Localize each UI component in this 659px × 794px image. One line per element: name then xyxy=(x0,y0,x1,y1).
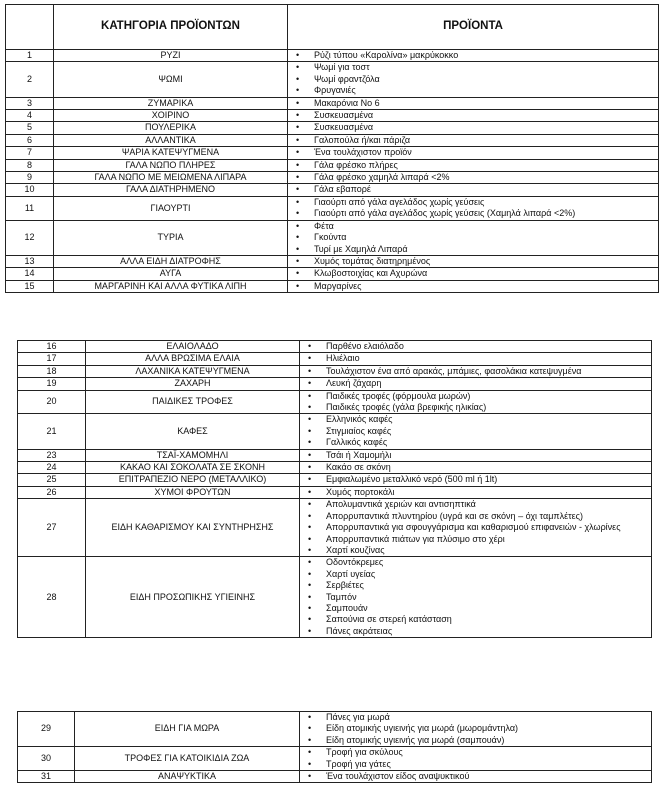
row-category: ΚΑΦΕΣ xyxy=(86,414,300,449)
row-category: ΧΥΜΟΙ ΦΡΟΥΤΩΝ xyxy=(86,486,300,498)
row-category: ΑΥΓΑ xyxy=(54,268,288,280)
product-list xyxy=(306,414,651,448)
row-number: 15 xyxy=(6,280,54,292)
product-list xyxy=(306,378,651,389)
row-products xyxy=(300,365,652,377)
product-item: • Είδη ατομικής υγιεινής για μωρά (σαμπουάν) xyxy=(306,735,651,746)
row-products xyxy=(300,378,652,390)
row-category: ΖΥΜΑΡΙΚΑ xyxy=(54,97,288,109)
table-row xyxy=(6,97,659,109)
product-item: • Οδοντόκρεμες xyxy=(306,557,651,568)
product-list xyxy=(306,474,651,485)
row-number: 11 xyxy=(6,196,54,220)
header-products: ΠΡΟΪΟΝΤΑ xyxy=(288,5,659,50)
table-row xyxy=(6,50,659,62)
row-products xyxy=(288,122,659,134)
row-number: 24 xyxy=(18,462,86,474)
product-item: • Εμφιαλωμένο μεταλλικό νερό (500 ml ή 1lt) xyxy=(306,474,651,485)
row-category: ΜΑΡΓΑΡΙΝΗ ΚΑΙ ΑΛΛΑ ΦΥΤΙΚΑ ΛΙΠΗ xyxy=(54,280,288,292)
row-number: 5 xyxy=(6,122,54,134)
row-number: 17 xyxy=(18,353,86,365)
product-item: • Σερβιέτες xyxy=(306,580,651,591)
row-category: ΤΥΡΙΑ xyxy=(54,220,288,255)
row-category: ΛΑΧΑΝΙΚΑ ΚΑΤΕΨΥΓΜΕΝΑ xyxy=(86,365,300,377)
product-list xyxy=(306,353,651,364)
row-number: 18 xyxy=(18,365,86,377)
product-item: • Ρύζι τύπου «Καρολίνα» μακρύκοκκο xyxy=(294,50,658,61)
product-item: • Γιαούρτι από γάλα αγελάδος χωρίς γεύσεις xyxy=(294,197,658,208)
row-category: ΤΣΑΪ-ΧΑΜΟΜΗΛΙ xyxy=(86,449,300,461)
product-list xyxy=(294,268,658,279)
product-list xyxy=(306,747,651,770)
row-number: 14 xyxy=(6,268,54,280)
product-item: • Ψωμί για τοστ xyxy=(294,62,658,73)
product-list xyxy=(294,110,658,121)
row-number: 21 xyxy=(18,414,86,449)
product-item: • Γιαούρτι από γάλα αγελάδος χωρίς γεύσεις (Χαμηλά λιπαρά <2%) xyxy=(294,208,658,219)
row-category: ΓΑΛΑ ΝΩΠΟ ΠΛΗΡΕΣ xyxy=(54,159,288,171)
products-table-3 xyxy=(17,711,652,783)
product-item: • Πάνες ακράτειας xyxy=(306,626,651,637)
row-products xyxy=(300,353,652,365)
product-list xyxy=(294,50,658,61)
header-num xyxy=(6,5,54,50)
row-number: 4 xyxy=(6,110,54,122)
products-table-2 xyxy=(17,340,652,638)
table-row xyxy=(18,462,652,474)
row-products xyxy=(300,747,652,771)
row-number: 6 xyxy=(6,134,54,146)
row-products xyxy=(288,172,659,184)
row-category: ΕΛΑΙΟΛΑΔΟ xyxy=(86,341,300,353)
product-item: • Παρθένο ελαιόλαδο xyxy=(306,341,651,352)
product-item: • Τροφή για γάτες xyxy=(306,759,651,770)
product-item: • Απορρυπαντικά πλυντηρίου (υγρά και σε σκόνη – όχι ταμπλέτες) xyxy=(306,511,651,522)
product-item: • Γαλλικός καφές xyxy=(306,437,651,448)
row-category: ΠΑΙΔΙΚΕΣ ΤΡΟΦΕΣ xyxy=(86,390,300,414)
product-list xyxy=(294,221,658,255)
product-item: • Κλωβοστοιχίας και Αχυρώνα xyxy=(294,268,658,279)
table-row xyxy=(18,341,652,353)
product-item: • Γάλα φρέσκο πλήρες xyxy=(294,160,658,171)
row-number: 10 xyxy=(6,184,54,196)
table-row xyxy=(6,159,659,171)
row-category: ΑΝΑΨΥΚΤΙΚΑ xyxy=(75,771,300,783)
row-category: ΑΛΛΑΝΤΙΚΑ xyxy=(54,134,288,146)
row-products xyxy=(300,449,652,461)
row-number: 2 xyxy=(6,62,54,97)
row-products xyxy=(288,62,659,97)
row-products xyxy=(288,50,659,62)
row-number: 25 xyxy=(18,474,86,486)
row-number: 28 xyxy=(18,557,86,638)
row-products xyxy=(300,486,652,498)
product-item: • Σαπούνια σε στερεή κατάσταση xyxy=(306,614,651,625)
product-item: • Λευκή ζάχαρη xyxy=(306,378,651,389)
row-category: ΧΟΙΡΙΝΟ xyxy=(54,110,288,122)
row-products xyxy=(300,499,652,557)
table-row xyxy=(6,147,659,159)
row-products xyxy=(300,341,652,353)
row-number: 27 xyxy=(18,499,86,557)
product-list xyxy=(306,557,651,637)
product-list xyxy=(294,98,658,109)
row-category: ΓΙΑΟΥΡΤΙ xyxy=(54,196,288,220)
product-item: • Τσάι ή Χαμομήλι xyxy=(306,450,651,461)
product-item: • Χαρτί υγείας xyxy=(306,569,651,580)
row-category: ΕΙΔΗ ΚΑΘΑΡΙΣΜΟΥ ΚΑΙ ΣΥΝΤΗΡΗΣΗΣ xyxy=(86,499,300,557)
table-row xyxy=(18,712,652,747)
table-row xyxy=(6,172,659,184)
product-list xyxy=(306,450,651,461)
product-item: • Μαργαρίνες xyxy=(294,281,658,292)
product-item: • Συσκευασμένα xyxy=(294,122,658,133)
table-segment-2 xyxy=(0,340,659,638)
product-item: • Γαλοπούλα ή/και πάριζα xyxy=(294,135,658,146)
row-category: ΑΛΛΑ ΕΙΔΗ ΔΙΑΤΡΟΦΗΣ xyxy=(54,255,288,267)
table-row xyxy=(18,449,652,461)
row-products xyxy=(288,97,659,109)
row-category: ΠΟΥΛΕΡΙΚΑ xyxy=(54,122,288,134)
row-category: ΖΑΧΑΡΗ xyxy=(86,378,300,390)
row-number: 9 xyxy=(6,172,54,184)
table-row xyxy=(18,390,652,414)
row-number: 26 xyxy=(18,486,86,498)
product-item: • Πάνες για μωρά xyxy=(306,712,651,723)
product-item: • Φρυγανιές xyxy=(294,85,658,96)
row-products xyxy=(300,462,652,474)
product-list xyxy=(294,281,658,292)
table-row xyxy=(6,220,659,255)
header-category: ΚΑΤΗΓΟΡΙΑ ΠΡΟΪΟΝΤΩΝ xyxy=(54,5,288,50)
row-products xyxy=(300,474,652,486)
product-list xyxy=(306,462,651,473)
product-item: • Στιγμιαίος καφές xyxy=(306,426,651,437)
row-products xyxy=(300,557,652,638)
table-row xyxy=(18,747,652,771)
row-number: 8 xyxy=(6,159,54,171)
row-number: 30 xyxy=(18,747,75,771)
product-list xyxy=(294,256,658,267)
products-table-1 xyxy=(5,4,659,293)
row-category: ΕΠΙΤΡΑΠΕΖΙΟ ΝΕΡΟ (ΜΕΤΑΛΛΙΚΟ) xyxy=(86,474,300,486)
row-category: ΕΙΔΗ ΓΙΑ ΜΩΡΑ xyxy=(75,712,300,747)
row-products xyxy=(300,771,652,783)
product-list xyxy=(294,160,658,171)
table-row xyxy=(18,378,652,390)
product-item: • Ψωμί φραντζόλα xyxy=(294,74,658,85)
row-products xyxy=(288,134,659,146)
product-item: • Τροφή για σκύλους xyxy=(306,747,651,758)
row-number: 1 xyxy=(6,50,54,62)
product-list xyxy=(294,184,658,195)
product-item: • Φέτα xyxy=(294,221,658,232)
product-item: • Χαρτί κουζίνας xyxy=(306,545,651,556)
product-item: • Γκούντα xyxy=(294,232,658,243)
product-list xyxy=(306,391,651,414)
product-list xyxy=(294,172,658,183)
row-products xyxy=(288,184,659,196)
product-list xyxy=(306,366,651,377)
row-category: ΑΛΛΑ ΒΡΩΣΙΜΑ ΕΛΑΙΑ xyxy=(86,353,300,365)
row-category: ΨΩΜΙ xyxy=(54,62,288,97)
product-item: • Ελληνικός καφές xyxy=(306,414,651,425)
row-products xyxy=(288,110,659,122)
table-row xyxy=(6,110,659,122)
row-products xyxy=(288,196,659,220)
table-row xyxy=(6,122,659,134)
product-item: • Ταμπόν xyxy=(306,592,651,603)
row-number: 13 xyxy=(6,255,54,267)
row-number: 12 xyxy=(6,220,54,255)
row-number: 3 xyxy=(6,97,54,109)
row-products xyxy=(288,268,659,280)
product-item: • Σαμπουάν xyxy=(306,603,651,614)
row-category: ΨΑΡΙΑ ΚΑΤΕΨΥΓΜΕΝΑ xyxy=(54,147,288,159)
product-list xyxy=(294,62,658,96)
row-category: ΡΥΖΙ xyxy=(54,50,288,62)
product-item: • Χυμός πορτοκάλι xyxy=(306,487,651,498)
row-number: 16 xyxy=(18,341,86,353)
header-row xyxy=(6,5,659,50)
product-item: • Ένα τουλάχιστον προϊόν xyxy=(294,147,658,158)
product-item: • Τυρί με Χαμηλά Λιπαρά xyxy=(294,244,658,255)
row-products xyxy=(300,390,652,414)
product-list xyxy=(306,712,651,746)
product-list xyxy=(306,771,651,782)
row-category: ΤΡΟΦΕΣ ΓΙΑ ΚΑΤΟΙΚΙΔΙΑ ΖΩΑ xyxy=(75,747,300,771)
table-row xyxy=(6,280,659,292)
product-list xyxy=(306,487,651,498)
row-number: 31 xyxy=(18,771,75,783)
table-row xyxy=(18,353,652,365)
row-category: ΕΙΔΗ ΠΡΟΣΩΠΙΚΗΣ ΥΓΙΕΙΝΗΣ xyxy=(86,557,300,638)
product-item: • Ένα τουλάχιστον είδος αναψυκτικού xyxy=(306,771,651,782)
product-item: • Απολυμαντικά χεριών και αντισηπτικά xyxy=(306,499,651,510)
product-list xyxy=(294,122,658,133)
row-products xyxy=(288,255,659,267)
product-list xyxy=(294,147,658,158)
table-row xyxy=(18,474,652,486)
product-item: • Μακαρόνια Νο 6 xyxy=(294,98,658,109)
product-item: • Γάλα εβαπορέ xyxy=(294,184,658,195)
product-list xyxy=(306,341,651,352)
product-item: • Ηλιέλαιο xyxy=(306,353,651,364)
product-item: • Είδη ατομικής υγιεινής για μωρά (μωρομάντηλα) xyxy=(306,723,651,734)
table-row xyxy=(18,557,652,638)
row-number: 29 xyxy=(18,712,75,747)
product-item: • Τουλάχιστον ένα από αρακάς, μπάμιες, φασολάκια κατεψυγμένα xyxy=(306,366,651,377)
table-row xyxy=(6,255,659,267)
row-category: ΓΑΛΑ ΝΩΠΟ ΜΕ ΜΕΙΩΜΕΝΑ ΛΙΠΑΡΑ xyxy=(54,172,288,184)
product-item: • Απορρυπαντικά για σφουγγάρισμα και καθαρισμού επιφανειών - χλωρίνες xyxy=(306,522,651,533)
table-row xyxy=(18,499,652,557)
row-number: 19 xyxy=(18,378,86,390)
table-row xyxy=(6,62,659,97)
table-row xyxy=(6,196,659,220)
row-number: 20 xyxy=(18,390,86,414)
row-products xyxy=(300,712,652,747)
row-products xyxy=(288,159,659,171)
table-segment-1 xyxy=(0,4,659,293)
table-row xyxy=(18,414,652,449)
table-row xyxy=(18,365,652,377)
row-category: ΚΑΚΑΟ ΚΑΙ ΣΟΚΟΛΑΤΑ ΣΕ ΣΚΟΝΗ xyxy=(86,462,300,474)
product-list xyxy=(294,135,658,146)
product-list xyxy=(294,197,658,220)
table-row xyxy=(6,184,659,196)
product-item: • Γάλα φρέσκο χαμηλά λιπαρά <2% xyxy=(294,172,658,183)
product-item: • Συσκευασμένα xyxy=(294,110,658,121)
product-item: • Χυμός τομάτας διατηρημένος xyxy=(294,256,658,267)
row-category: ΓΑΛΑ ΔΙΑΤΗΡΗΜΕΝΟ xyxy=(54,184,288,196)
row-products xyxy=(288,280,659,292)
table-segment-3 xyxy=(0,711,659,783)
product-item: • Παιδικές τροφές (φόρμουλα μωρών) xyxy=(306,391,651,402)
table-row xyxy=(6,268,659,280)
row-products xyxy=(300,414,652,449)
table-row xyxy=(18,771,652,783)
row-number: 23 xyxy=(18,449,86,461)
row-number: 7 xyxy=(6,147,54,159)
table-row xyxy=(6,134,659,146)
table-row xyxy=(18,486,652,498)
product-item: • Απορρυπαντικά πιάτων για πλύσιμο στο χέρι xyxy=(306,534,651,545)
product-list xyxy=(306,499,651,556)
product-item: • Παιδικές τροφές (γάλα βρεφικής ηλικίας) xyxy=(306,402,651,413)
row-products xyxy=(288,220,659,255)
product-item: • Κακάο σε σκόνη xyxy=(306,462,651,473)
row-products xyxy=(288,147,659,159)
